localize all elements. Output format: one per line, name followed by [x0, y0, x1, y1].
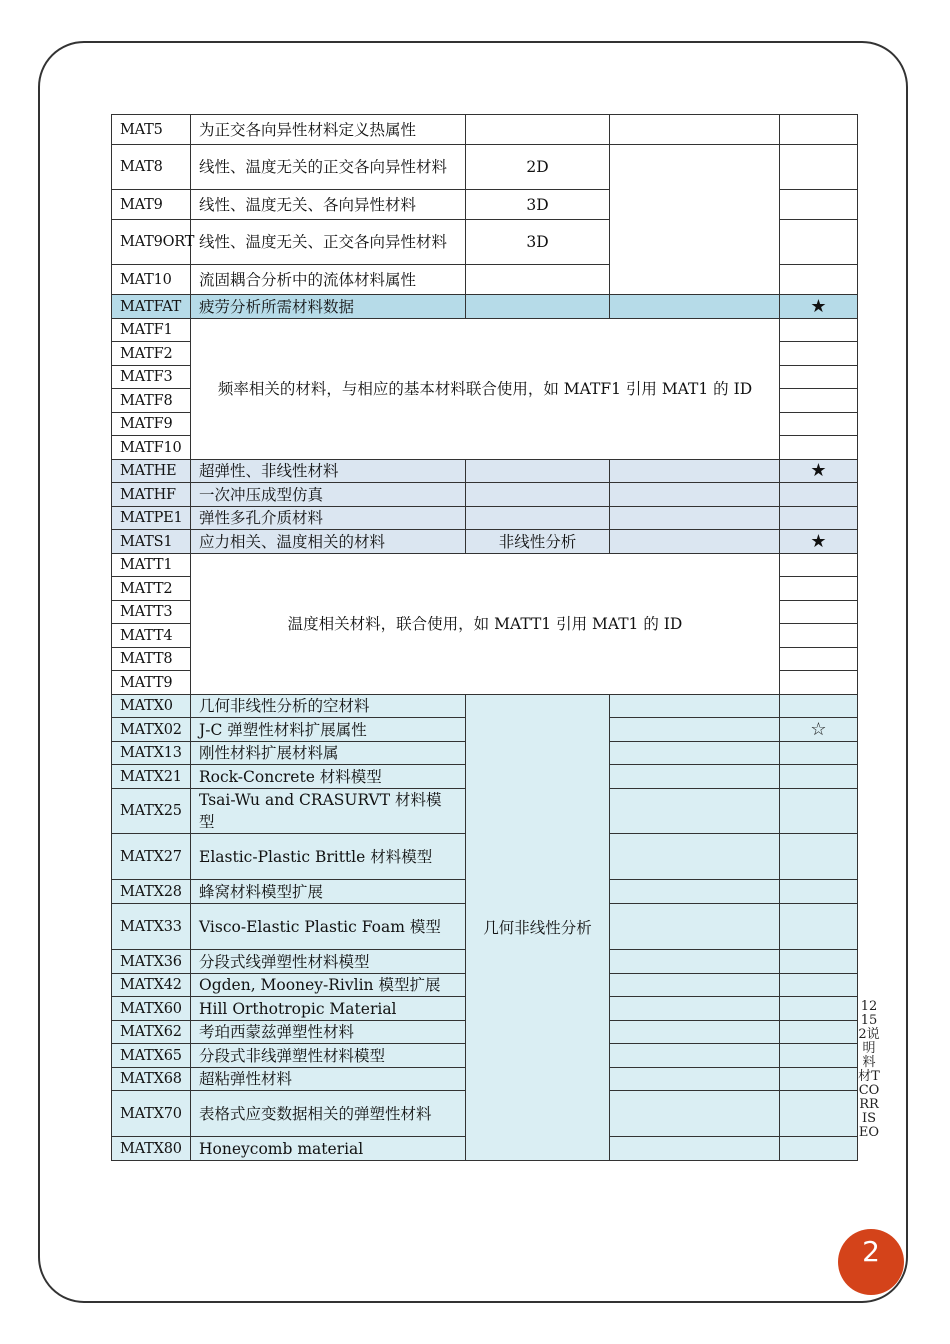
material-code: MATT4 — [112, 624, 191, 648]
dimension-cell: 3D — [466, 220, 610, 265]
material-code: MATT3 — [112, 601, 191, 624]
star-cell — [780, 950, 858, 974]
empty-cell — [610, 507, 780, 530]
empty-cell — [610, 742, 780, 765]
star-cell — [780, 624, 858, 648]
table-row — [112, 460, 858, 483]
empty-cell — [610, 115, 780, 145]
star-cell — [780, 577, 858, 601]
material-description: 几何非线性分析的空材料 — [191, 695, 466, 718]
analysis-cell: 非线性分析 — [466, 530, 610, 554]
star-cell: ★ — [780, 460, 858, 483]
material-description: 线性、温度无关的正交各向异性材料 — [191, 145, 466, 190]
empty-cell — [610, 880, 780, 904]
table-row — [112, 145, 858, 190]
analysis-cell — [466, 507, 610, 530]
star-cell — [780, 765, 858, 789]
material-code: MATHE — [112, 460, 191, 483]
material-code: MATF1 — [112, 319, 191, 342]
material-code: MATPE1 — [112, 507, 191, 530]
material-description: 超弹性、非线性材料 — [191, 460, 466, 483]
material-description: 疲劳分析所需材料数据 — [191, 295, 466, 319]
material-code: MATX21 — [112, 765, 191, 789]
star-cell — [780, 366, 858, 389]
empty-cell — [610, 695, 780, 718]
material-description: 刚性材料扩展材料属 — [191, 742, 466, 765]
material-description: Elastic-Plastic Brittle 材料模型 — [191, 834, 466, 880]
material-code: MATF8 — [112, 389, 191, 413]
material-code: MATX0 — [112, 695, 191, 718]
material-description: 分段式线弹塑性材料模型 — [191, 950, 466, 974]
material-description: 一次冲压成型仿真 — [191, 483, 466, 507]
material-code: MAT9 — [112, 190, 191, 220]
empty-cell — [610, 530, 780, 554]
material-code: MAT5 — [112, 115, 191, 145]
star-cell — [780, 671, 858, 695]
material-description: Rock-Concrete 材料模型 — [191, 765, 466, 789]
empty-cell — [610, 1137, 780, 1161]
material-code: MATX62 — [112, 1021, 191, 1044]
star-cell — [780, 190, 858, 220]
material-description: 弹性多孔介质材料 — [191, 507, 466, 530]
side-vertical-text: 12152说明料材TCORRISEO — [858, 999, 880, 1140]
analysis-cell — [466, 460, 610, 483]
dimension-cell: 2D — [466, 145, 610, 190]
star-cell — [780, 220, 858, 265]
star-cell — [780, 695, 858, 718]
material-code: MATF3 — [112, 366, 191, 389]
material-code: MATX70 — [112, 1091, 191, 1137]
table-row — [112, 319, 858, 342]
material-description: 表格式应变数据相关的弹塑性材料 — [191, 1091, 466, 1137]
empty-cell — [610, 460, 780, 483]
star-cell — [780, 834, 858, 880]
empty-cell — [610, 295, 780, 319]
material-description: 超粘弹性材料 — [191, 1068, 466, 1091]
material-table — [111, 114, 858, 1161]
material-description: 应力相关、温度相关的材料 — [191, 530, 466, 554]
material-code: MATX27 — [112, 834, 191, 880]
material-description: 线性、温度无关、正交各向异性材料 — [191, 220, 466, 265]
material-code: MATFAT — [112, 295, 191, 319]
empty-cell — [610, 1091, 780, 1137]
material-code: MATX42 — [112, 974, 191, 997]
material-code: MATX60 — [112, 997, 191, 1021]
star-cell — [780, 115, 858, 145]
empty-cell — [610, 718, 780, 742]
material-code: MAT10 — [112, 265, 191, 295]
star-cell — [780, 1068, 858, 1091]
material-code: MATX80 — [112, 1137, 191, 1161]
empty-cell — [610, 997, 780, 1021]
star-cell — [780, 789, 858, 834]
table-row — [112, 295, 858, 319]
star-cell: ☆ — [780, 718, 858, 742]
star-cell — [780, 265, 858, 295]
material-code: MATX13 — [112, 742, 191, 765]
material-code: MATX33 — [112, 904, 191, 950]
analysis-cell: 几何非线性分析 — [466, 695, 610, 1161]
empty-cell — [610, 904, 780, 950]
empty-cell — [610, 765, 780, 789]
material-code: MATT2 — [112, 577, 191, 601]
dimension-cell — [466, 115, 610, 145]
table-row — [112, 554, 858, 577]
material-code: MATF9 — [112, 413, 191, 436]
material-code: MATT1 — [112, 554, 191, 577]
material-code: MATS1 — [112, 530, 191, 554]
table-row — [112, 695, 858, 718]
star-cell — [780, 997, 858, 1021]
material-description: Tsai-Wu and CRASURVT 材料模型 — [191, 789, 466, 834]
star-cell: ★ — [780, 295, 858, 319]
star-cell — [780, 319, 858, 342]
star-cell — [780, 389, 858, 413]
star-cell — [780, 507, 858, 530]
star-cell — [780, 1091, 858, 1137]
table-row — [112, 507, 858, 530]
material-code: MATT8 — [112, 648, 191, 671]
star-cell — [780, 974, 858, 997]
material-description: 为正交各向异性材料定义热属性 — [191, 115, 466, 145]
table-row — [112, 530, 858, 554]
material-description: 蜂窝材料模型扩展 — [191, 880, 466, 904]
empty-cell — [610, 950, 780, 974]
star-cell — [780, 1021, 858, 1044]
star-cell — [780, 145, 858, 190]
material-description: 频率相关的材料，与相应的基本材料联合使用，如 MATF1 引用 MAT1 的 ID — [191, 319, 780, 460]
empty-cell — [610, 974, 780, 997]
material-description: 分段式非线弹塑性材料模型 — [191, 1044, 466, 1068]
star-cell — [780, 554, 858, 577]
material-description: Hill Orthotropic Material — [191, 997, 466, 1021]
empty-cell — [610, 1021, 780, 1044]
empty-cell — [610, 1044, 780, 1068]
star-cell — [780, 880, 858, 904]
material-code: MATX36 — [112, 950, 191, 974]
empty-cell — [610, 145, 780, 295]
star-cell — [780, 904, 858, 950]
material-code: MAT8 — [112, 145, 191, 190]
empty-cell — [610, 789, 780, 834]
empty-cell — [610, 834, 780, 880]
star-cell — [780, 742, 858, 765]
empty-cell — [610, 483, 780, 507]
dimension-cell: 3D — [466, 190, 610, 220]
material-code: MATT9 — [112, 671, 191, 695]
empty-cell — [610, 1068, 780, 1091]
star-cell — [780, 1137, 858, 1161]
star-cell — [780, 413, 858, 436]
star-cell — [780, 648, 858, 671]
material-description: Ogden, Mooney-Rivlin 模型扩展 — [191, 974, 466, 997]
material-description: 考珀西蒙兹弹塑性材料 — [191, 1021, 466, 1044]
material-code: MAT9ORT — [112, 220, 191, 265]
star-cell — [780, 483, 858, 507]
material-code: MATX25 — [112, 789, 191, 834]
material-description: 流固耦合分析中的流体材料属性 — [191, 265, 466, 295]
empty-cell — [466, 295, 610, 319]
dimension-cell — [466, 265, 610, 295]
page-number-badge: 2 — [838, 1229, 904, 1295]
analysis-cell — [466, 483, 610, 507]
material-description: Honeycomb material — [191, 1137, 466, 1161]
material-code: MATX02 — [112, 718, 191, 742]
material-description: Visco-Elastic Plastic Foam 模型 — [191, 904, 466, 950]
star-cell — [780, 1044, 858, 1068]
material-code: MATHF — [112, 483, 191, 507]
material-code: MATX28 — [112, 880, 191, 904]
material-code: MATF10 — [112, 436, 191, 460]
material-description: 线性、温度无关、各向异性材料 — [191, 190, 466, 220]
material-code: MATF2 — [112, 342, 191, 366]
star-cell — [780, 601, 858, 624]
material-code: MATX68 — [112, 1068, 191, 1091]
material-description: 温度相关材料，联合使用，如 MATT1 引用 MAT1 的 ID — [191, 554, 780, 695]
star-cell: ★ — [780, 530, 858, 554]
table-row — [112, 115, 858, 145]
material-description: J-C 弹塑性材料扩展属性 — [191, 718, 466, 742]
star-cell — [780, 436, 858, 460]
table-row — [112, 483, 858, 507]
star-cell — [780, 342, 858, 366]
material-code: MATX65 — [112, 1044, 191, 1068]
